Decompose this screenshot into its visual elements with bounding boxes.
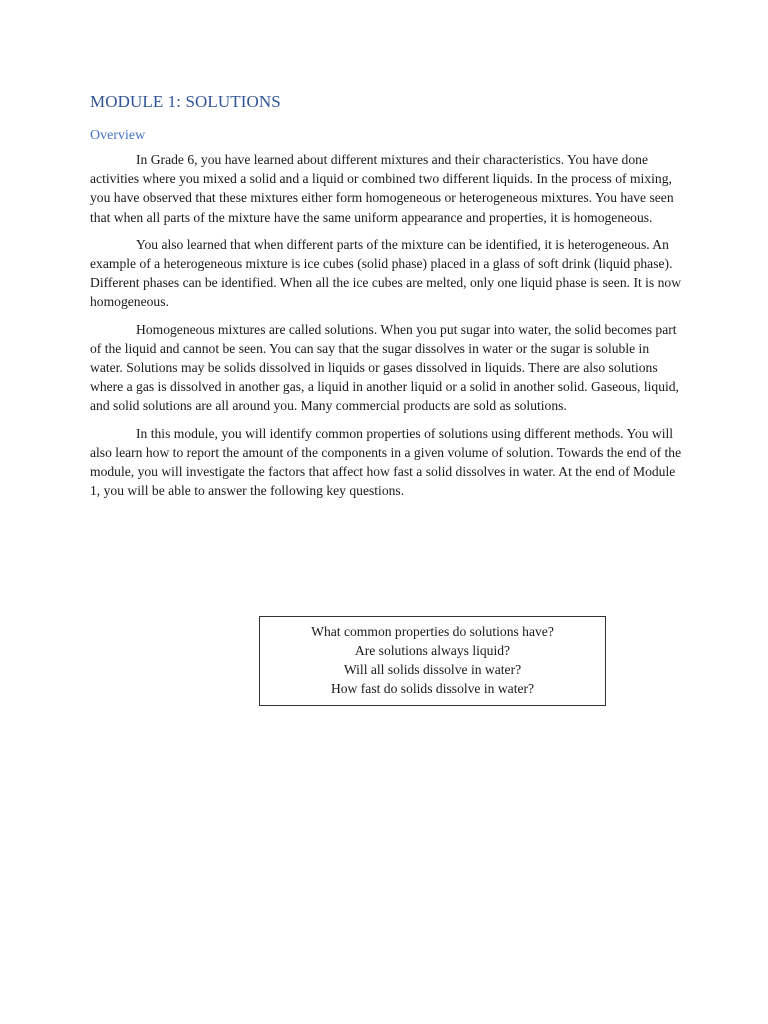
- key-question-2: Are solutions always liquid?: [354, 643, 511, 658]
- key-question-1: What common properties do solutions have?: [311, 624, 554, 639]
- document-page: [90, 92, 682, 500]
- key-questions-box: [259, 616, 606, 706]
- paragraph-3: Homogeneous mixtures are called solutions. When you put sugar into water, the solid becomes part of the liquid and cannot be seen. You can say that the sugar dissolves in water or the sugar is soluble in water. Solutions may be solids dissolved in liquids or gases dissolved in liquids. There are also solutions where a gas is dissolved in another gas, a liquid in another liquid or a solid in another solid. Gaseous, liquid, and solid solutions are all around you. Many commercial products are sold as solutions.: [90, 321, 679, 414]
- paragraph-2: You also learned that when different parts of the mixture can be identified, it is heterogeneous. An example of a heterogeneous mixture is ice cubes (solid phase) placed in a glass of soft drink (liquid phase). Different phases can be identified. When all the ice cubes are melted, only one liquid phase is seen. It is now homogeneous.: [90, 236, 682, 310]
- paragraph-1: In Grade 6, you have learned about different mixtures and their characteristics. You have done activities where you mixed a solid and a liquid or combined two different liquids. In the process of mixing, you have observed that these mixtures either form homogeneous or heterogeneous mixtures. You have seen that when all parts of the mixture have the same uniform appearance and properties, it is homogeneous.: [90, 152, 674, 225]
- key-question-4: How fast do solids dissolve in water?: [330, 681, 535, 696]
- key-question-3: Will all solids dissolve in water?: [343, 662, 522, 677]
- module-title: MODULE 1: SOLUTIONS: [90, 92, 281, 111]
- overview-heading: Overview: [90, 128, 146, 143]
- paragraph-4: In this module, you will identify common properties of solutions using different methods. You will also learn how to report the amount of the components in a given volume of solution. Towards the end of the module, you will investigate the factors that affect how fast a solid dissolves in water. At the end of Module 1, you will be able to answer the following key questions.: [90, 425, 682, 499]
